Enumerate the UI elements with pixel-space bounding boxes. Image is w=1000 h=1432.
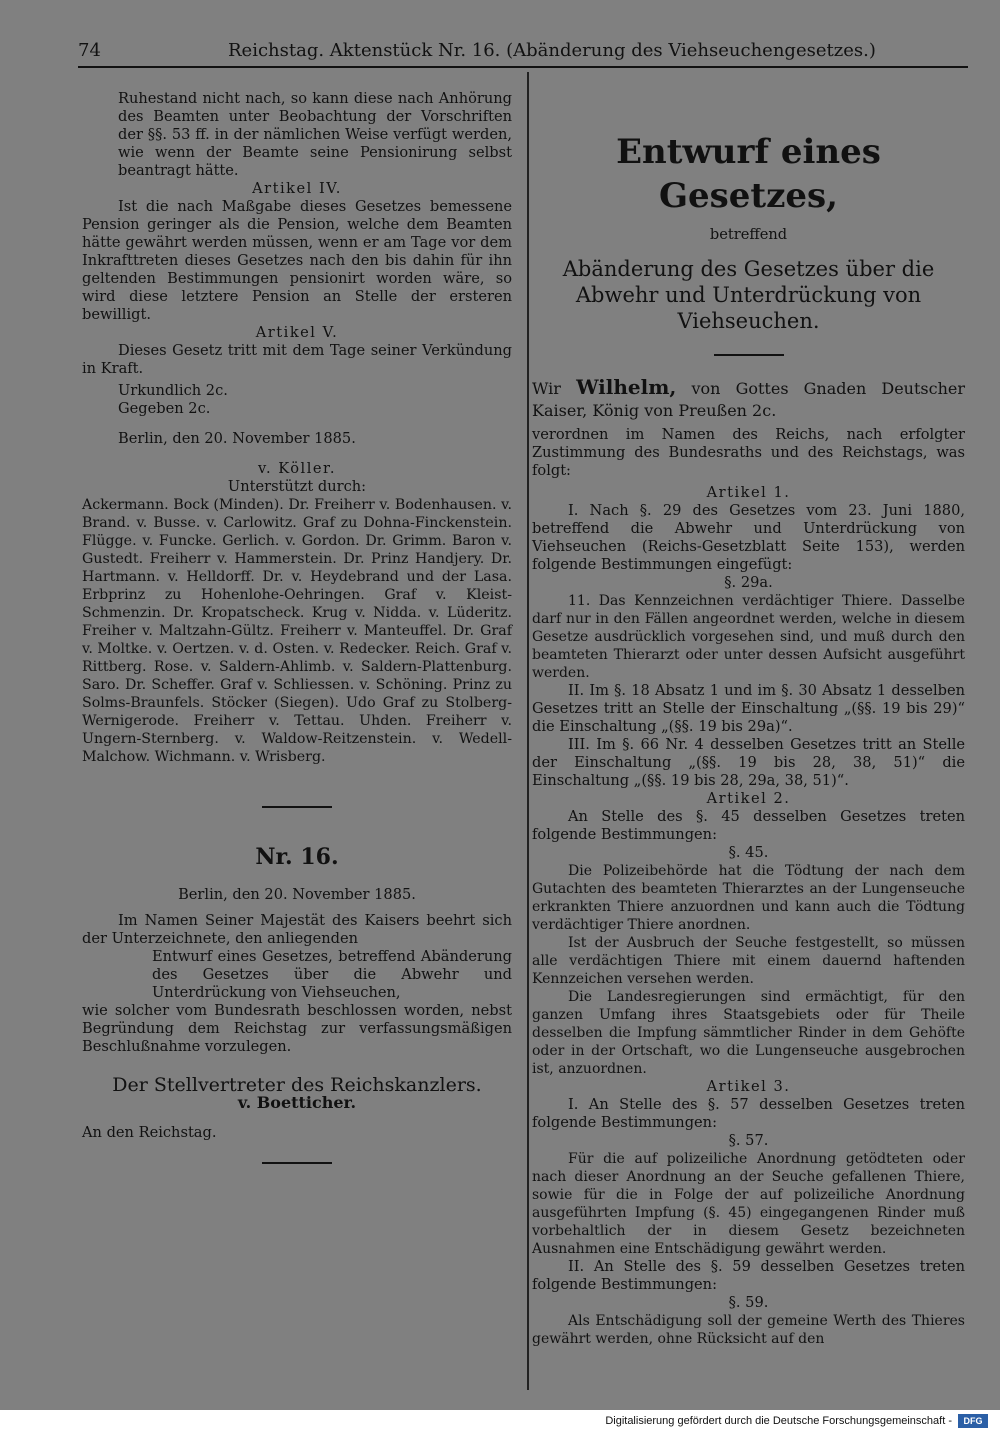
signer-koeller: v. Köller. [257, 460, 337, 477]
column-divider [527, 72, 529, 1390]
dfg-logo: DFG [958, 1414, 988, 1428]
article-2-text: An Stelle des §. 45 desselben Gesetzes treten folgende Bestimmungen: [532, 808, 965, 843]
funding-note: Digitalisierung gefördert durch die Deutsche Forschungsgemeinschaft - [605, 1415, 952, 1427]
preamble-wilhelm: Wilhelm, [576, 375, 677, 399]
article-iv-heading: Artikel IV. [252, 180, 342, 197]
paragraph-59-text: Als Entschädigung soll der gemeine Werth des Thieres gewährt werden, ohne Rücksicht auf den [532, 1313, 965, 1347]
paragraph-59-heading: §. 59. [728, 1294, 769, 1311]
article-1-iii: III. Im §. 66 Nr. 4 desselben Gesetzes tritt an Stelle der Einschaltung „(§§. 19 bis 28, 38, 51)“ die Einschaltung „(§§. 19 bis 28, 29a, 38, 51)“. [532, 736, 965, 789]
draft-subtitle: Abänderung des Gesetzes über die Abwehr und Unterdrückung von Viehseuchen. [562, 257, 935, 333]
paragraph-29a-text: 11. Das Kennzeichnen verdächtiger Thiere. Dasselbe darf nur in den Fällen angeordnet werden, welche in diesem Gesetze ausdrücklich vorgesehen sind, und muß durch den beamteten Thierarzt oder unter dessen Aufsicht ausgeführt werden. [532, 593, 965, 681]
deputy-chancellor-title: Der Stellvertreter des Reichskanzlers. [112, 1074, 482, 1096]
digitization-footer [0, 1410, 1000, 1432]
draft-reference: Entwurf eines Gesetzes, betreffend Abänderung des Gesetzes über die Abwehr und Unterdrückung von Viehseuchen, [152, 948, 512, 1001]
article-2-heading: Artikel 2. [706, 790, 791, 807]
paragraph-57-heading: §. 57. [728, 1132, 769, 1149]
date-line-2: Berlin, den 20. November 1885. [178, 886, 416, 903]
article-v-heading: Artikel V. [255, 324, 339, 341]
paragraph-45-text-2: Ist der Ausbruch der Seuche festgestellt, so müssen alle verdächtigen Thiere mit einem dauernd haftenden Kennzeichen versehen werden. [532, 935, 965, 987]
submission-paragraph: wie solcher vom Bundesrath beschlossen worden, nebst Begründung dem Reichstag zur verfassungsmäßigen Beschlußnahme vorzulegen. [82, 1002, 512, 1055]
preamble [532, 376, 965, 422]
signer-boetticher: v. Boetticher. [237, 1093, 357, 1112]
article-v-text: Dieses Gesetz tritt mit dem Tage seiner Verkündung in Kraft. [82, 342, 512, 377]
paragraph-45-text-1: Die Polizeibehörde hat die Tödtung der nach dem Gutachten des beamteten Thierarztes an der Lungenseuche erkrankten Thiere anzuordnen und kann auch die Tödtung verdächtiger Thiere anordnen. [532, 863, 965, 933]
article-3-ii: II. An Stelle des §. 59 desselben Gesetzes treten folgende Bestimmungen: [532, 1258, 965, 1293]
draft-title: Entwurf eines Gesetzes, [616, 132, 881, 216]
betreffend-line: betreffend [709, 226, 788, 243]
page-number: 74 [78, 40, 101, 61]
paragraph-45-heading: §. 45. [728, 844, 769, 861]
paragraph-29a-heading: §. 29a. [724, 574, 773, 591]
right-column [532, 90, 965, 1348]
article-3-i: I. An Stelle des §. 57 desselben Gesetzes treten folgende Bestimmungen: [532, 1096, 965, 1131]
preamble-rest: von Gottes Gnaden Deutscher Kaiser, König von Preußen 2c. [532, 379, 966, 420]
preamble-wir: Wir [532, 379, 561, 398]
verordnen-paragraph: verordnen im Namen des Reichs, nach erfolgter Zustimmung des Bundesraths und des Reichstags, was folgt: [532, 426, 965, 479]
article-1-i: I. Nach §. 29 des Gesetzes vom 23. Juni 1880, betreffend die Abwehr und Unterdrückung von Viehseuchen (Reichs-Gesetzblatt Seite 153), werden folgende Bestimmungen eingefügt: [532, 502, 965, 573]
article-1-heading: Artikel 1. [706, 484, 791, 501]
left-column [82, 90, 512, 1164]
article-iv-text: Ist die nach Maßgabe dieses Gesetzes bemessene Pension geringer als die Pension, welche dem Beamten hätte gewährt werden müssen, wenn er am Tage vor dem Inkrafttreten dieses Gesetzes nach den bis dahin für ihn geltenden Bestimmungen pensionirt worden wäre, so wird diese letztere Pension an Stelle der ersteren bewilligt. [82, 198, 512, 323]
addressee-line: An den Reichstag. [82, 1124, 217, 1141]
gegeben-line: Gegeben 2c. [118, 400, 211, 417]
header-rule [78, 66, 968, 68]
supporters-list: Ackermann. Bock (Minden). Dr. Freiherr v. Bodenhausen. v. Brand. v. Busse. v. Carlowitz. Graf zu Dohna-Finckenstein. Flügge. v. Funcke. Gerlich. v. Gordon. Dr. Grimm. Baron v. Gustedt. Freiherr v. Hammerstein. Dr. Prinz Handjery. Dr. Hartmann. v. Helldorff. Dr. v. Heydebrand und der Lasa. Erbprinz zu Hohenlohe-Oehringen. Graf v. Kleist-Schmenzin. Dr. Kropatscheck. Krug v. Nidda. v. Lüderitz. Freiher v. Maltzahn-Gültz. Freiherr v. Manteuffel. Dr. Graf v. Moltke. v. Oertzen. v. d. Osten. v. Redecker. Reich. Graf v. Rittberg. Rose. v. Saldern-Ahlimb. v. Saldern-Plattenburg. Saro. Dr. Scheffer. Graf v. Schliessen. v. Schöning. Prinz zu Solms-Braunfels. Stöcker (Siegen). Udo Graf zu Stolberg-Wernigerode. Freiherr v. Tettau. Uhden. Freiherr v. Ungern-Sternberg. v. Waldow-Reitzenstein. v. Wedell-Malchow. Wichmann. v. Wrisberg. [82, 497, 512, 765]
article-3-heading: Artikel 3. [706, 1078, 791, 1095]
continuation-paragraph: Ruhestand nicht nach, so kann diese nach Anhörung des Beamten unter Beobachtung der Vorschriften der §§. 53 ff. in der nämlichen Weise verfügt werden, wie wenn der Beamte seine Pensionirung selbst beantragt hätte. [118, 90, 512, 179]
section-rule-2 [262, 1162, 332, 1164]
paragraph-57-text: Für die auf polizeiliche Anordnung getödteten oder nach dieser Anordnung an der Seuche gefallenen Thiere, sowie für die in Folge der auf polizeiliche Anordnung ausgeführten Impfung (§. 45) eingegangenen Rinder muß vorbehaltlich der in diesem Gesetz bezeichneten Ausnahmen eine Entschädigung gewährt werden. [532, 1151, 965, 1257]
document-number: Nr. 16. [255, 844, 339, 870]
date-line: Berlin, den 20. November 1885. [118, 430, 356, 447]
running-title: Reichstag. Aktenstück Nr. 16. (Abänderung des Viehseuchengesetzes.) [228, 40, 876, 61]
supported-by-heading: Unterstützt durch: [227, 478, 367, 495]
article-1-ii: II. Im §. 18 Absatz 1 und im §. 30 Absatz 1 desselben Gesetzes tritt an Stelle der Einschaltung „(§§. 19 bis 29)“ die Einschaltung „(§§. 19 bis 29a)“. [532, 682, 965, 735]
paragraph-45-text-3: Die Landesregierungen sind ermächtigt, für den ganzen Umfang ihres Staatsgebiets oder für Theile desselben die Impfung sämmtlicher Rinder in dem Gehöfte oder in der Ortschaft, wo die Lungenseuche ausgebrochen ist, anzuordnen. [532, 989, 965, 1077]
page-header [78, 40, 968, 68]
intro-paragraph: Im Namen Seiner Majestät des Kaisers beehrt sich der Unterzeichnete, den anliegenden [82, 912, 512, 947]
urkundlich-line: Urkundlich 2c. [118, 382, 228, 399]
